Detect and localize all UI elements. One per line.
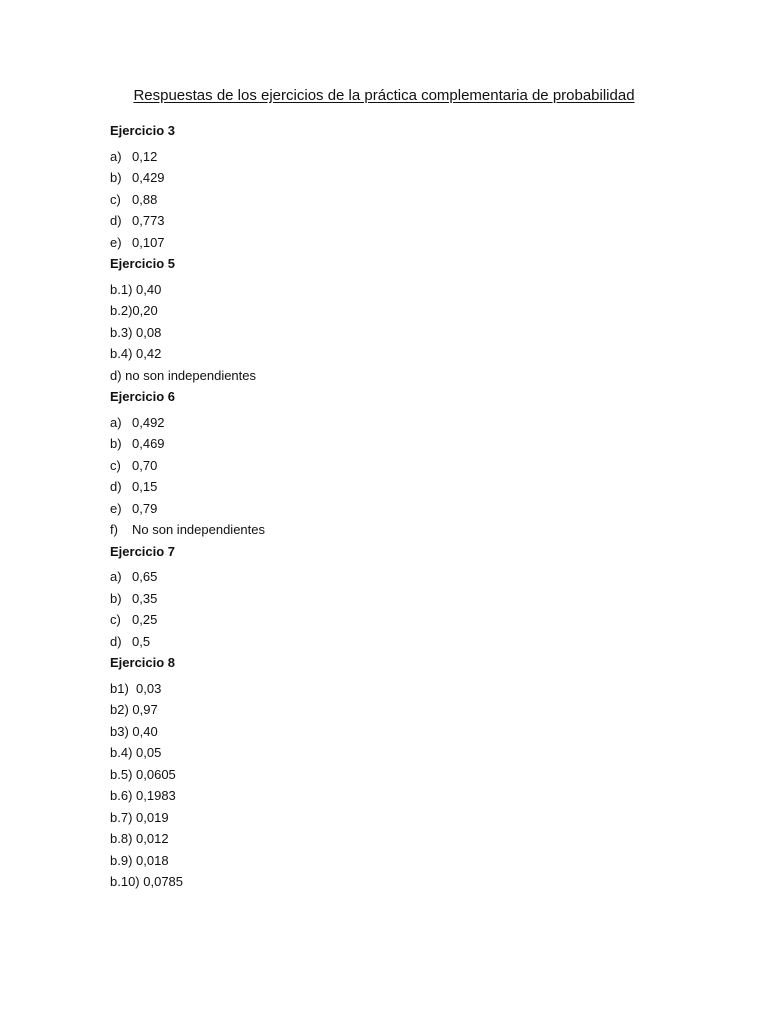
- answer-line: [110, 850, 670, 872]
- answer-text: b2) 0,97: [110, 702, 158, 717]
- answer-marker: c): [110, 191, 121, 207]
- answer-marker: b): [110, 170, 122, 185]
- section-ejercicio-3: [110, 120, 670, 253]
- answer-line: [110, 588, 670, 610]
- answer-line: [110, 210, 670, 232]
- answer-text: 0,12: [132, 148, 158, 164]
- answer-text: 0,429: [132, 170, 165, 185]
- answer-marker: e): [110, 500, 122, 516]
- answer-marker: e): [110, 234, 122, 250]
- answer-text: b.7) 0,019: [110, 809, 169, 825]
- answer-line: [110, 742, 670, 764]
- answer-text: d) no son independientes: [110, 367, 257, 383]
- answer-line: [110, 433, 670, 455]
- answer-text: b.8) 0,012: [110, 831, 169, 846]
- answer-text: b.3) 0,08: [110, 324, 162, 340]
- answer-text: b.5) 0,0605: [110, 766, 176, 782]
- answer-line: [110, 871, 670, 893]
- section-ejercicio-8: [110, 652, 670, 893]
- answer-text: b.2)0,20: [110, 303, 158, 318]
- answer-line: [110, 167, 670, 189]
- answer-line: [110, 807, 670, 829]
- answer-line: [110, 678, 670, 700]
- section-ejercicio-7: [110, 541, 670, 653]
- answer-marker: b): [110, 436, 122, 451]
- answer-text: 0,469: [132, 436, 165, 451]
- document-title: Respuestas de los ejercicios de la práctica complementaria de probabilidad: [133, 87, 635, 104]
- answer-line: [110, 322, 670, 344]
- answer-line: [110, 232, 670, 254]
- answer-marker: c): [110, 457, 121, 473]
- answer-text: b.1) 0,40: [110, 281, 162, 297]
- answer-marker: a): [110, 569, 122, 584]
- answer-marker: f): [110, 522, 118, 537]
- answer-text: 0,492: [132, 414, 165, 430]
- answer-line: [110, 609, 670, 631]
- answer-text: b.10) 0,0785: [110, 874, 184, 889]
- answer-text: b.4) 0,42: [110, 346, 162, 361]
- answer-line: [110, 631, 670, 653]
- answer-text: 0,65: [132, 569, 158, 584]
- answer-text: b.9) 0,018: [110, 852, 169, 868]
- section-ejercicio-5: [110, 253, 670, 386]
- section-heading: Ejercicio 7: [110, 543, 176, 559]
- answer-marker: a): [110, 148, 122, 164]
- answer-text: No son independientes: [132, 522, 265, 537]
- answer-text: b.6) 0,1983: [110, 788, 176, 803]
- answer-line: [110, 455, 670, 477]
- answer-line: [110, 721, 670, 743]
- answer-marker: d): [110, 213, 122, 228]
- answer-text: 0,70: [132, 457, 158, 473]
- section-heading: Ejercicio 6: [110, 389, 176, 404]
- answer-text: b3) 0,40: [110, 723, 158, 739]
- answer-marker: b): [110, 590, 122, 606]
- answer-line: [110, 300, 670, 322]
- answer-text: 0,88: [132, 191, 158, 207]
- answer-marker: d): [110, 479, 122, 494]
- answer-text: 0,79: [132, 500, 158, 516]
- answer-line: [110, 828, 670, 850]
- answer-line: [110, 189, 670, 211]
- answer-line: [110, 365, 670, 387]
- answer-line: [110, 343, 670, 365]
- answer-text: b.4) 0,05: [110, 745, 162, 760]
- answers-content: [110, 120, 670, 893]
- answer-line: [110, 279, 670, 301]
- section-ejercicio-6: [110, 386, 670, 541]
- section-heading: Ejercicio 3: [110, 123, 176, 138]
- answer-marker: c): [110, 612, 121, 627]
- section-heading: Ejercicio 5: [110, 256, 176, 271]
- answer-marker: a): [110, 414, 122, 430]
- answer-text: 0,25: [132, 612, 158, 627]
- answer-text: 0,773: [132, 213, 165, 228]
- answer-line: [110, 412, 670, 434]
- section-heading: Ejercicio 8: [110, 655, 176, 670]
- answer-text: b1) 0,03: [110, 680, 162, 696]
- answer-text: 0,35: [132, 590, 158, 606]
- answer-line: [110, 519, 670, 541]
- answer-line: [110, 146, 670, 168]
- answer-text: 0,5: [132, 633, 151, 649]
- answer-line: [110, 764, 670, 786]
- answer-line: [110, 476, 670, 498]
- answer-text: 0,107: [132, 234, 165, 250]
- answer-line: [110, 566, 670, 588]
- answer-marker: d): [110, 633, 122, 649]
- answer-line: [110, 699, 670, 721]
- answer-text: 0,15: [132, 479, 158, 494]
- answer-line: [110, 785, 670, 807]
- answer-line: [110, 498, 670, 520]
